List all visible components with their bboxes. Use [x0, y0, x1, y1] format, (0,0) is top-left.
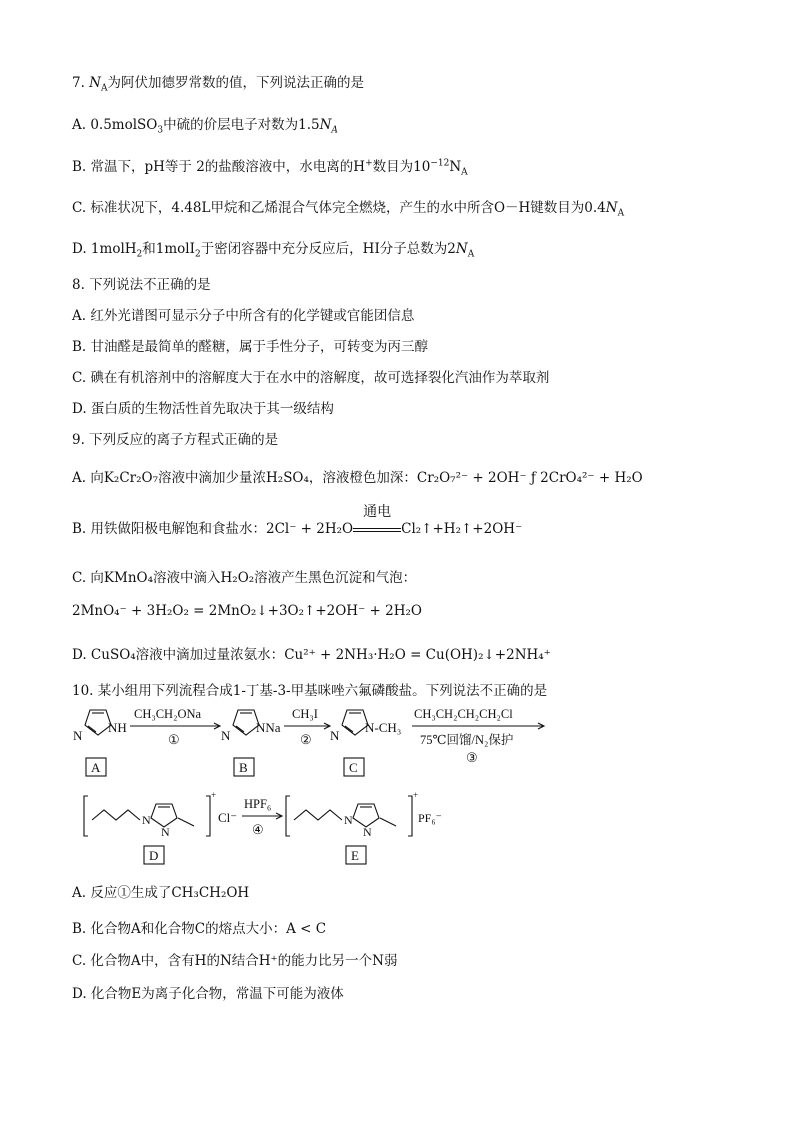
bracket-left-e [286, 796, 290, 836]
atom-e-n2: N [363, 825, 372, 839]
q9-b-equation-right: Cl₂↑+H₂↑+2OH⁻ [401, 521, 523, 537]
bracket-right-d [206, 796, 210, 836]
q9-b-condition: 通电 [353, 520, 401, 538]
label-a: A [91, 760, 101, 775]
butyl-chain-e [294, 810, 342, 820]
q9-c-equation: 2MnO₄⁻ + 3H₂O₂ = 2MnO₂↓+3O₂↑+2OH⁻ + 2H₂O [72, 603, 422, 619]
q9-d-equation: Cu²⁺ + 2NH₃·H₂O = Cu(OH)₂↓+2NH₄⁺ [284, 647, 551, 663]
q10-option-c: C. 化合物A中，含有H的N结合H⁺的能力比另一个N弱 [72, 953, 398, 969]
atom-b-nna: NNa [256, 720, 281, 735]
q9-option-b: B. 用铁做阳极电解饱和食盐水：2Cl⁻ + 2H₂O 通电 Cl₂↑+H₂↑+2OH⁻ [72, 504, 523, 537]
q9-stem: 9. 下列反应的离子方程式正确的是 [72, 432, 279, 448]
q7-stem: 7. $N_A$为阿伏加德罗常数的值，下列说法正确的是 [72, 75, 364, 94]
reaction-scheme-row2 [72, 790, 472, 868]
q8-option-a: A. 红外光谱图可显示分子中所含有的化学键或官能团信息 [72, 308, 415, 324]
atom-c-n: N [330, 728, 340, 743]
condition-step3: 75℃回馏/N₂保护 [420, 733, 514, 747]
charge-d: + [211, 790, 217, 800]
q8-option-c: C. 碘在有机溶剂中的溶解度大于在水中的溶解度，故可选择裂化汽油作为萃取剂 [72, 370, 550, 386]
atom-b-n: N [221, 728, 231, 743]
label-e: E [351, 848, 359, 863]
charge-e: + [413, 790, 419, 800]
atom-d-n2: N [161, 825, 170, 839]
q9-option-c: C. 向KMnO₄溶液中滴入H₂O₂溶液产生黑色沉淀和气泡： [72, 570, 417, 586]
q10-option-d: D. 化合物E为离子化合物，常温下可能为液体 [72, 986, 344, 1002]
atom-e-n1: N [344, 813, 353, 827]
step2-number: ② [300, 732, 312, 747]
step1-number: ① [168, 732, 180, 747]
bracket-left-d [84, 796, 88, 836]
bracket-right-e [408, 796, 412, 836]
label-c: C [349, 760, 358, 775]
reagent-step3: CH₃CH₂CH₂CH₂Cl [414, 707, 513, 721]
reaction-scheme-row1 [68, 702, 558, 782]
step4-number: ④ [252, 822, 264, 837]
reagent-step2: CH₃I [292, 707, 318, 721]
reagent-step1: CH₃CH₂ONa [134, 707, 202, 721]
label-d: D [149, 848, 159, 863]
atom-a-nh: NH [108, 720, 127, 735]
anion-e: PF₆⁻ [418, 811, 442, 825]
atom-c-nch3: N-CH₃ [365, 720, 402, 735]
q10-option-a: A. 反应①生成了CH₃CH₂OH [72, 885, 250, 901]
q8-stem: 8. 下列说法不正确的是 [72, 277, 211, 293]
q10-stem: 10. 某小组用下列流程合成1-丁基-3-甲基咪唑六氟磷酸盐。下列说法不正确的是 [72, 683, 548, 699]
q9-a-equation: Cr₂O₇²⁻ + 2OH⁻ ƒ 2CrO₄²⁻ + H₂O [416, 470, 643, 486]
anion-d: Cl⁻ [218, 810, 238, 825]
q7-option-c: C. 标准状况下，4.48L甲烷和乙烯混合气体完全燃烧，产生的水中所含O－H键数目为$0.4N_A$ [72, 200, 625, 219]
butyl-chain-d [92, 810, 140, 820]
q7-option-b: B. 常温下，pH等于 2的盐酸溶液中，水电离的H+数目为$10^{-12}N_A$ [72, 158, 468, 178]
label-b: B [239, 760, 248, 775]
q8-option-b: B. 甘油醛是最简单的醛糖，属于手性分子，可转变为丙三醇 [72, 339, 429, 355]
q7-option-a: A. 0.5molSO$_3$中硫的价层电子对数为$1.5N_A$ [72, 117, 338, 136]
q7-option-d: D. 1molH$_2$和1molI$_2$于密闭容器中充分反应后，HI分子总数为$2N_A$ [72, 241, 475, 260]
step3-number: ③ [466, 750, 478, 765]
q9-option-d: D. CuSO₄溶液中滴加过量浓氨水：Cu²⁺ + 2NH₃·H₂O = Cu(OH)₂↓+2NH₄⁺ [72, 647, 551, 663]
q8-option-d: D. 蛋白质的生物活性首先取决于其一级结构 [72, 401, 334, 417]
q9-option-a: A. 向K₂Cr₂O₇溶液中滴加少量浓H₂SO₄，溶液橙色加深：Cr₂O₇²⁻ + 2OH⁻ ƒ 2CrO₄²⁻ + H₂O [72, 470, 643, 486]
atom-a-n: N [73, 728, 83, 743]
q10-option-b: B. 化合物A和化合物C的熔点大小：A < C [72, 921, 327, 937]
atom-d-n1: N [142, 813, 151, 827]
reagent-step4: HPF₆ [244, 797, 272, 811]
q9-b-equation-left: 2Cl⁻ + 2H₂O [266, 521, 354, 537]
